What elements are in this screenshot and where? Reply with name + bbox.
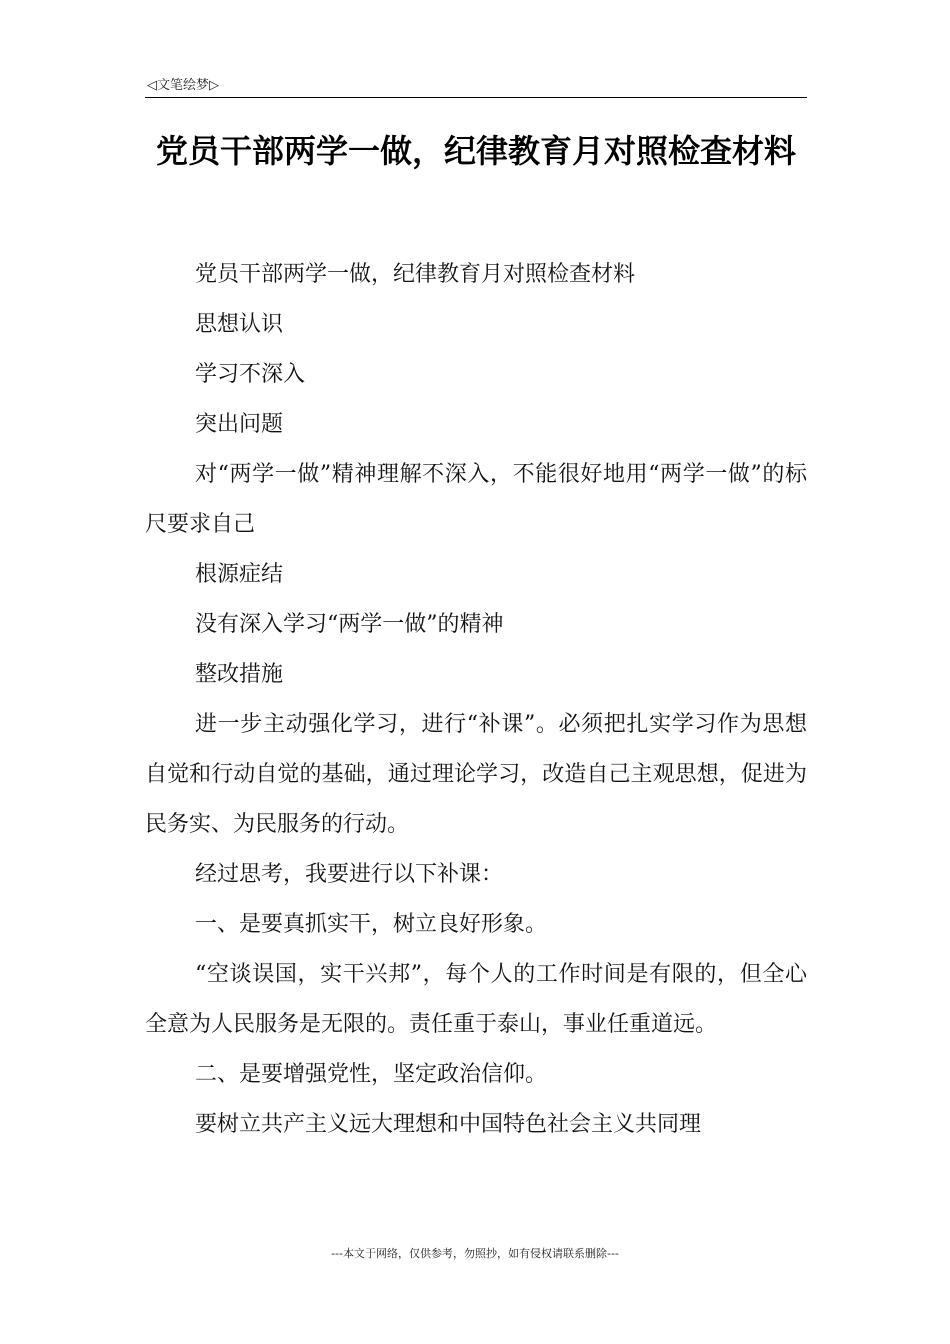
paragraph: 要树立共产主义远大理想和中国特色社会主义共同理 <box>195 1112 702 1137</box>
header-divider <box>145 97 807 98</box>
page-footer: ---本文于网络，仅供参考，勿照抄，如有侵权请联系删除--- <box>331 1247 619 1260</box>
paragraph: 经过思考，我要进行以下补课： <box>195 862 504 887</box>
paragraph: “空谈误国，实干兴邦”，每个人的工作时间是有限的，但全心全意为人民服务是无限的。责任重于泰山，事业任重道远。 <box>145 962 807 1037</box>
paragraph: 没有深入学习“两学一做”的精神 <box>195 612 504 637</box>
subsection-heading: 突出问题 <box>195 412 284 437</box>
page-header: ◁文笔绘梦▷ <box>147 78 219 93</box>
subsection-heading: 根源症结 <box>195 562 284 587</box>
paragraph: 党员干部两学一做，纪律教育月对照检查材料 <box>195 262 636 287</box>
document-title: 党员干部两学一做，纪律教育月对照检查材料 <box>155 132 796 170</box>
list-item: 一、是要真抓实干，树立良好形象。 <box>195 912 548 937</box>
document-body <box>145 250 807 1150</box>
paragraph: 对“两学一做”精神理解不深入，不能很好地用“两学一做”的标尺要求自己 <box>145 462 807 537</box>
section-heading: 思想认识 <box>195 312 284 337</box>
subsection-heading: 整改措施 <box>195 662 284 687</box>
subsection-heading: 学习不深入 <box>195 362 306 387</box>
list-item: 二、是要增强党性，坚定政治信仰。 <box>195 1062 548 1087</box>
paragraph: 进一步主动强化学习，进行“补课”。必须把扎实学习作为思想自觉和行动自觉的基础，通过理论学习，改造自己主观思想，促进为民务实、为民服务的行动。 <box>145 712 807 837</box>
